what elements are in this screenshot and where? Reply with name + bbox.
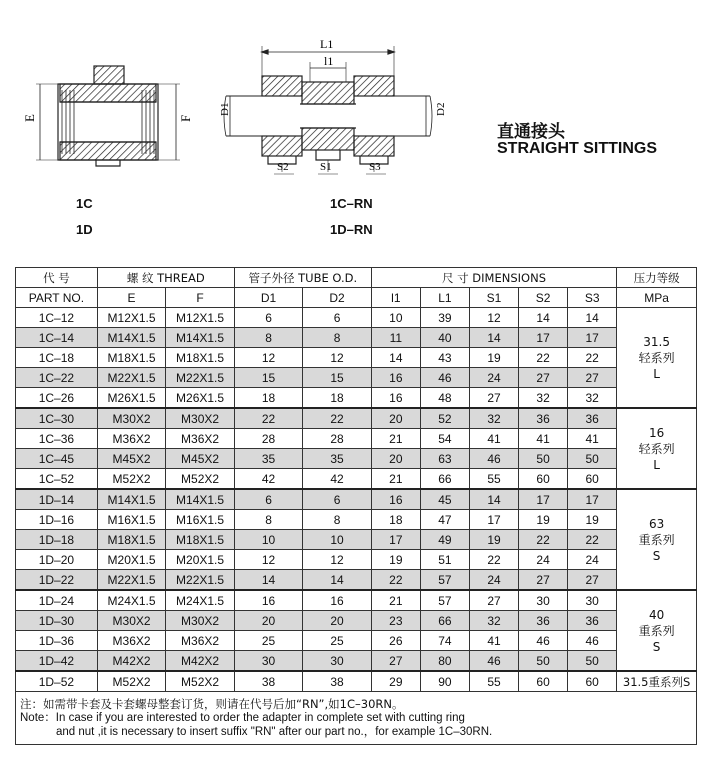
- table-cell: 51: [420, 550, 469, 570]
- table-cell: 40: [420, 328, 469, 348]
- table-cell: 20: [234, 611, 303, 631]
- header-l1-large: L1: [420, 288, 469, 308]
- table-cell: 52: [420, 408, 469, 429]
- table-cell: 22: [519, 530, 568, 550]
- table-cell: 36: [519, 611, 568, 631]
- table-cell: 1D–20: [16, 550, 98, 570]
- table-cell: 49: [420, 530, 469, 550]
- note-english-line1: Note：In case if you are interested to order the adapter in complete set with cutting ring: [20, 712, 465, 724]
- table-cell: 17: [519, 328, 568, 348]
- pressure-rating-line: 重系列: [638, 532, 675, 547]
- table-cell: M26X1.5: [97, 388, 166, 409]
- table-cell: 27: [519, 570, 568, 591]
- table-cell: 1C–18: [16, 348, 98, 368]
- table-cell: 50: [568, 651, 617, 672]
- table-cell: 20: [371, 449, 420, 469]
- table-cell: 1C–14: [16, 328, 98, 348]
- table-cell: 41: [519, 429, 568, 449]
- table-row: [16, 530, 697, 550]
- table-cell: 14: [469, 489, 518, 510]
- table-cell: 16: [371, 388, 420, 409]
- table-cell: 32: [469, 611, 518, 631]
- model-label-1c: 1C: [76, 196, 93, 211]
- table-cell: 14: [303, 570, 372, 591]
- table-cell: 41: [469, 429, 518, 449]
- table-cell: 46: [519, 631, 568, 651]
- table-cell: 8: [303, 510, 372, 530]
- table-cell: 35: [234, 449, 303, 469]
- table-cell: M36X2: [166, 631, 235, 651]
- table-cell: 12: [234, 550, 303, 570]
- table-cell: 32: [568, 388, 617, 409]
- table-cell: M42X2: [97, 651, 166, 672]
- table-cell: 11: [371, 328, 420, 348]
- table-cell: 17: [469, 510, 518, 530]
- table-cell: M36X2: [166, 429, 235, 449]
- table-cell: 48: [420, 388, 469, 409]
- table-cell: M18X1.5: [166, 348, 235, 368]
- table-cell: 29: [371, 671, 420, 692]
- table-cell: 19: [519, 510, 568, 530]
- header-s3: S3: [568, 288, 617, 308]
- table-cell: M26X1.5: [166, 388, 235, 409]
- table-cell: 80: [420, 651, 469, 672]
- table-cell: 25: [303, 631, 372, 651]
- note-chinese: 注：如需带卡套及卡套螺母整套订货，则请在代号后加“RN”,如1C–30RN。: [20, 697, 404, 711]
- model-label-1c-rn: 1C–RN: [330, 196, 373, 211]
- dim-s2-label: S2: [277, 161, 289, 173]
- table-cell: 41: [469, 631, 518, 651]
- table-row: [16, 348, 697, 368]
- table-cell: M36X2: [97, 429, 166, 449]
- header-part-cn: 代 号: [16, 268, 98, 288]
- table-cell: 1C–12: [16, 308, 98, 328]
- table-row: [16, 368, 697, 388]
- header-tube: 管子外径 TUBE O.D.: [234, 268, 371, 288]
- table-cell: 57: [420, 570, 469, 591]
- pressure-rating-cell: [617, 408, 697, 489]
- table-cell: 12: [234, 348, 303, 368]
- table-cell: 46: [469, 449, 518, 469]
- table-cell: M52X2: [97, 671, 166, 692]
- dim-s1-label: S1: [320, 161, 332, 173]
- table-cell: 10: [371, 308, 420, 328]
- table-cell: M45X2: [97, 449, 166, 469]
- table-cell: 27: [469, 388, 518, 409]
- pressure-rating-line: 31.5重系列S: [622, 674, 691, 689]
- dim-e-label: E: [22, 114, 37, 122]
- table-cell: 39: [420, 308, 469, 328]
- table-cell: 26: [371, 631, 420, 651]
- table-cell: 90: [420, 671, 469, 692]
- table-cell: 50: [568, 449, 617, 469]
- dim-f-label: F: [178, 114, 193, 122]
- table-cell: 19: [568, 510, 617, 530]
- pressure-rating-line: 轻系列: [638, 441, 675, 456]
- table-cell: 36: [568, 408, 617, 429]
- table-cell: M20X1.5: [97, 550, 166, 570]
- table-cell: 30: [234, 651, 303, 672]
- table-cell: 50: [519, 651, 568, 672]
- table-cell: M36X2: [97, 631, 166, 651]
- table-cell: 57: [420, 590, 469, 611]
- table-cell: M24X1.5: [166, 590, 235, 611]
- table-row: [16, 510, 697, 530]
- table-cell: 46: [469, 651, 518, 672]
- table-cell: 60: [519, 671, 568, 692]
- table-cell: 8: [303, 328, 372, 348]
- table-cell: 16: [371, 489, 420, 510]
- table-cell: M12X1.5: [166, 308, 235, 328]
- table-cell: 36: [519, 408, 568, 429]
- table-cell: M22X1.5: [97, 368, 166, 388]
- table-cell: 46: [420, 368, 469, 388]
- table-cell: 12: [303, 550, 372, 570]
- table-cell: 17: [371, 530, 420, 550]
- table-cell: 20: [303, 611, 372, 631]
- table-row: [16, 671, 697, 692]
- table-row: [16, 449, 697, 469]
- table-cell: 8: [234, 328, 303, 348]
- pressure-rating-line: S: [652, 639, 661, 654]
- table-cell: 14: [371, 348, 420, 368]
- model-label-1d-rn: 1D–RN: [330, 222, 373, 237]
- table-cell: 30: [519, 590, 568, 611]
- table-cell: 18: [234, 388, 303, 409]
- table-cell: 10: [303, 530, 372, 550]
- table-cell: 22: [519, 348, 568, 368]
- header-e: E: [97, 288, 166, 308]
- pressure-rating-cell: [617, 671, 697, 692]
- table-cell: 55: [469, 671, 518, 692]
- table-cell: 63: [420, 449, 469, 469]
- table-cell: 19: [469, 348, 518, 368]
- table-cell: 1D–30: [16, 611, 98, 631]
- table-cell: 8: [234, 510, 303, 530]
- dim-s3-label: S3: [369, 161, 381, 173]
- header-dimensions: 尺 寸 DIMENSIONS: [371, 268, 616, 288]
- pressure-rating-line: S: [652, 548, 661, 563]
- table-cell: 27: [568, 368, 617, 388]
- header-d1: D1: [234, 288, 303, 308]
- table-cell: 24: [568, 550, 617, 570]
- table-row: [16, 631, 697, 651]
- table-cell: 22: [568, 530, 617, 550]
- table-cell: M12X1.5: [97, 308, 166, 328]
- table-cell: 1C–36: [16, 429, 98, 449]
- table-row: [16, 408, 697, 429]
- specification-table: [15, 267, 697, 745]
- table-cell: 1D–36: [16, 631, 98, 651]
- table-cell: 38: [303, 671, 372, 692]
- table-cell: 14: [519, 308, 568, 328]
- table-cell: 1D–52: [16, 671, 98, 692]
- table-cell: 66: [420, 611, 469, 631]
- table-cell: M20X1.5: [166, 550, 235, 570]
- title-chinese: 直通接头: [497, 122, 565, 142]
- table-cell: M18X1.5: [97, 348, 166, 368]
- table-cell: M30X2: [166, 408, 235, 429]
- table-cell: M14X1.5: [97, 489, 166, 510]
- table-cell: 22: [568, 348, 617, 368]
- pressure-rating-line: L: [653, 457, 660, 472]
- table-cell: 28: [234, 429, 303, 449]
- table-row: [16, 550, 697, 570]
- table-cell: 1C–52: [16, 469, 98, 490]
- table-cell: 1D–18: [16, 530, 98, 550]
- table-cell: 32: [519, 388, 568, 409]
- table-cell: M22X1.5: [166, 368, 235, 388]
- dim-d1-label: D1: [219, 102, 231, 116]
- table-row: [16, 489, 697, 510]
- header-d2: D2: [303, 288, 372, 308]
- note-english-line2: and nut ,it is necessary to insert suffix "RN" after our part no.，for example 1C–30RN.: [56, 726, 493, 738]
- table-cell: 25: [234, 631, 303, 651]
- table-cell: 21: [371, 469, 420, 490]
- table-row: [16, 611, 697, 631]
- pressure-rating-line: 16: [648, 425, 665, 440]
- table-cell: 6: [303, 489, 372, 510]
- table-cell: 32: [469, 408, 518, 429]
- table-cell: 16: [303, 590, 372, 611]
- table-cell: 17: [519, 489, 568, 510]
- table-cell: 45: [420, 489, 469, 510]
- table-cell: 1D–24: [16, 590, 98, 611]
- table-cell: M22X1.5: [166, 570, 235, 591]
- table-cell: 27: [469, 590, 518, 611]
- table-cell: M24X1.5: [97, 590, 166, 611]
- table-cell: 28: [303, 429, 372, 449]
- table-cell: 17: [568, 328, 617, 348]
- table-cell: 43: [420, 348, 469, 368]
- table-cell: 1C–45: [16, 449, 98, 469]
- table-cell: 16: [371, 368, 420, 388]
- table-cell: 27: [371, 651, 420, 672]
- table-cell: M42X2: [166, 651, 235, 672]
- pressure-rating-line: 31.5: [643, 334, 670, 349]
- dim-l1-outer-label: L1: [320, 37, 334, 51]
- table-body: [16, 308, 697, 692]
- table-cell: 22: [371, 570, 420, 591]
- table-cell: 60: [568, 671, 617, 692]
- table-cell: 24: [519, 550, 568, 570]
- table-cell: M22X1.5: [97, 570, 166, 591]
- table-row: [16, 651, 697, 672]
- table-cell: 60: [519, 469, 568, 490]
- pressure-rating-line: 63: [648, 516, 665, 531]
- table-cell: 18: [371, 510, 420, 530]
- header-pressure: 压力等级: [617, 268, 697, 288]
- header-mpa: MPa: [617, 288, 697, 308]
- table-cell: 24: [469, 368, 518, 388]
- table-cell: M18X1.5: [166, 530, 235, 550]
- table-cell: M52X2: [97, 469, 166, 490]
- table-cell: M16X1.5: [166, 510, 235, 530]
- table-cell: 1D–16: [16, 510, 98, 530]
- header-thread: 螺 纹 THREAD: [97, 268, 234, 288]
- table-cell: 6: [303, 308, 372, 328]
- table-cell: 42: [234, 469, 303, 490]
- table-cell: 19: [469, 530, 518, 550]
- table-cell: M30X2: [97, 408, 166, 429]
- table-cell: 1D–42: [16, 651, 98, 672]
- table-cell: 1D–14: [16, 489, 98, 510]
- table-cell: 27: [568, 570, 617, 591]
- table-cell: 50: [519, 449, 568, 469]
- model-label-1d: 1D: [76, 222, 93, 237]
- table-cell: 14: [568, 308, 617, 328]
- left-fitting-drawing: [36, 66, 180, 166]
- table-cell: M18X1.5: [97, 530, 166, 550]
- table-cell: 20: [371, 408, 420, 429]
- footnote: [16, 692, 697, 745]
- table-cell: M30X2: [97, 611, 166, 631]
- table-cell: 22: [303, 408, 372, 429]
- table-row: [16, 328, 697, 348]
- table-cell: 30: [303, 651, 372, 672]
- table-row: [16, 570, 697, 591]
- table-cell: 36: [568, 611, 617, 631]
- table-cell: 14: [469, 328, 518, 348]
- table-cell: M30X2: [166, 611, 235, 631]
- table-cell: 22: [234, 408, 303, 429]
- dim-l1-inner-label: l1: [324, 54, 334, 68]
- header-part-en: PART NO.: [16, 288, 98, 308]
- pressure-rating-line: 重系列: [638, 623, 675, 638]
- pressure-rating-line: L: [653, 366, 660, 381]
- table-row: [16, 469, 697, 490]
- table-cell: 23: [371, 611, 420, 631]
- table-cell: 19: [371, 550, 420, 570]
- table-row: [16, 429, 697, 449]
- table-cell: 12: [303, 348, 372, 368]
- table-cell: M14X1.5: [166, 328, 235, 348]
- table-cell: 55: [469, 469, 518, 490]
- table-row: [16, 590, 697, 611]
- pressure-rating-cell: [617, 308, 697, 409]
- table-cell: 74: [420, 631, 469, 651]
- technical-drawings: [0, 0, 712, 260]
- table-cell: 47: [420, 510, 469, 530]
- table-cell: 38: [234, 671, 303, 692]
- table-cell: 66: [420, 469, 469, 490]
- table-cell: M52X2: [166, 671, 235, 692]
- table-cell: 22: [469, 550, 518, 570]
- table-cell: 60: [568, 469, 617, 490]
- table-cell: 16: [234, 590, 303, 611]
- table-cell: 14: [234, 570, 303, 591]
- table-cell: 30: [568, 590, 617, 611]
- pressure-rating-cell: [617, 590, 697, 671]
- dim-d2-label: D2: [435, 102, 447, 116]
- table-row: [16, 388, 697, 409]
- table-cell: 27: [519, 368, 568, 388]
- table-cell: 1C–26: [16, 388, 98, 409]
- header-s2: S2: [519, 288, 568, 308]
- table-cell: M52X2: [166, 469, 235, 490]
- table-cell: 46: [568, 631, 617, 651]
- table-cell: 54: [420, 429, 469, 449]
- table-cell: 15: [234, 368, 303, 388]
- table-cell: M45X2: [166, 449, 235, 469]
- header-f: F: [166, 288, 235, 308]
- table-cell: 6: [234, 308, 303, 328]
- header-l1-small: l1: [371, 288, 420, 308]
- table-cell: 18: [303, 388, 372, 409]
- table-cell: 41: [568, 429, 617, 449]
- table-row: [16, 308, 697, 328]
- table-cell: 1C–22: [16, 368, 98, 388]
- table-cell: 17: [568, 489, 617, 510]
- table-cell: M14X1.5: [97, 328, 166, 348]
- header-s1: S1: [469, 288, 518, 308]
- table-cell: 24: [469, 570, 518, 591]
- table-cell: 42: [303, 469, 372, 490]
- table-cell: 1D–22: [16, 570, 98, 591]
- pressure-rating-line: 40: [648, 607, 665, 622]
- table-cell: 15: [303, 368, 372, 388]
- table-cell: 1C–30: [16, 408, 98, 429]
- table-cell: 10: [234, 530, 303, 550]
- table-cell: M14X1.5: [166, 489, 235, 510]
- title-english: STRAIGHT SITTINGS: [497, 140, 657, 157]
- pressure-rating-line: 轻系列: [638, 350, 675, 365]
- table-cell: M16X1.5: [97, 510, 166, 530]
- table-cell: 12: [469, 308, 518, 328]
- table-cell: 21: [371, 429, 420, 449]
- table-cell: 35: [303, 449, 372, 469]
- pressure-rating-cell: [617, 489, 697, 590]
- table-cell: 21: [371, 590, 420, 611]
- table-cell: 6: [234, 489, 303, 510]
